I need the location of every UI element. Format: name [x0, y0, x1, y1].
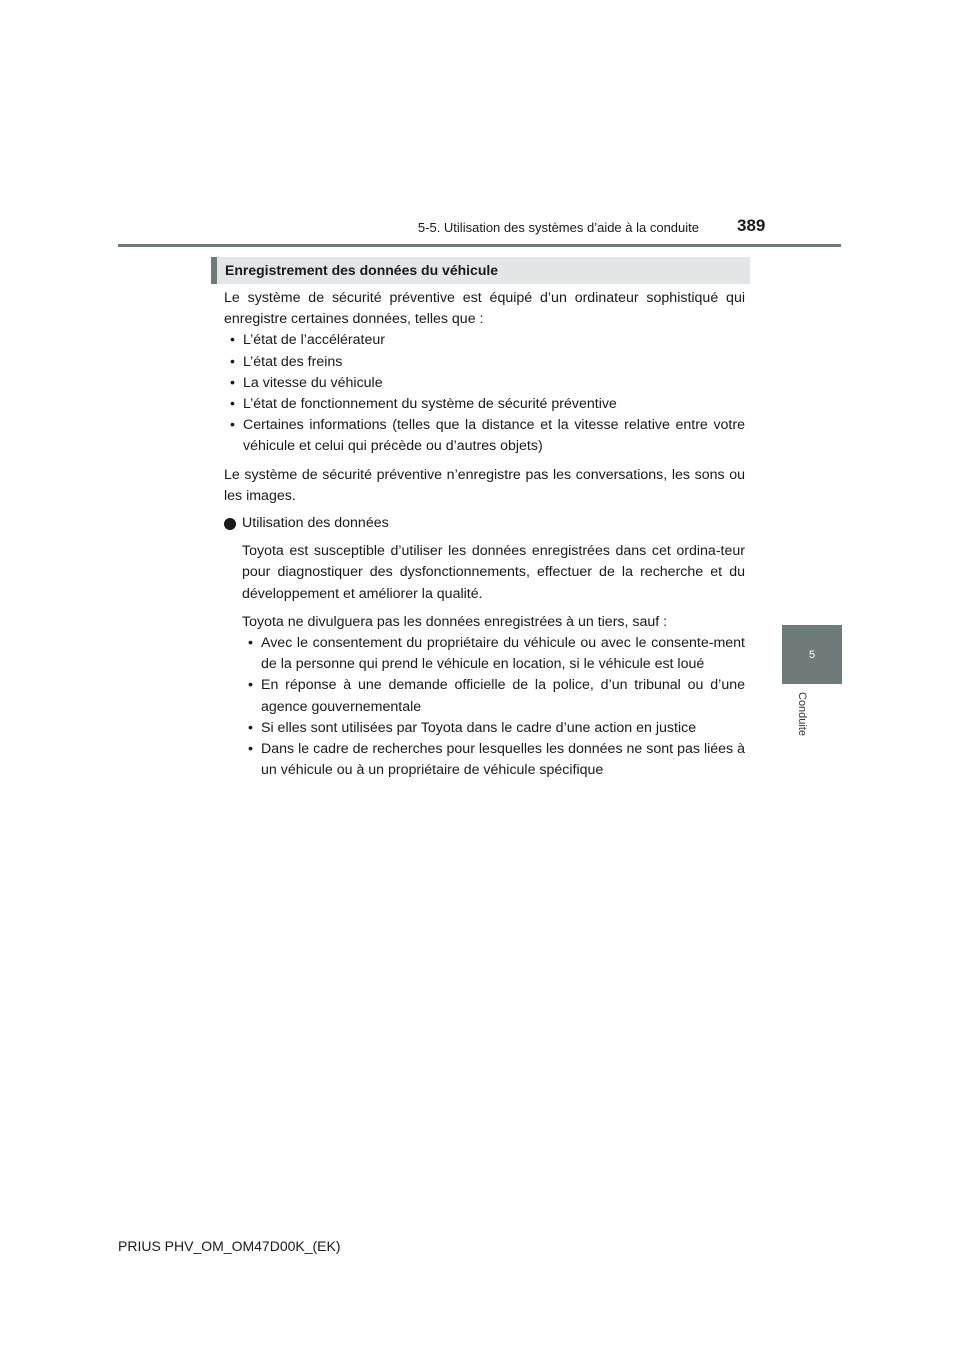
chapter-number: 5: [808, 648, 816, 661]
list-item: • L’état des freins: [226, 352, 745, 373]
circle-bullet-icon: [224, 518, 236, 530]
usage-section: [242, 541, 745, 781]
section-title: Enregistrement des données du véhicule: [211, 257, 750, 284]
list-item: • Avec le consentement du propriétaire du véhicule ou avec le consente-ment de la personne qui prend le véhicule en location, si le véhicule est loué: [244, 633, 745, 675]
usage-paragraph: Toyota est susceptible d’utiliser les données enregistrées dans cet ordina-teur pour diagnostiquer des dysfonctionnements, effectuer de la recherche et du développement et améliorer la qualité.: [242, 543, 745, 602]
document-code: PRIUS PHV_OM_OM47D00K_(EK): [118, 1238, 341, 1254]
exceptions-list: [242, 633, 745, 781]
usage-heading-text: Utilisation des données: [242, 515, 389, 532]
list-item: • La vitesse du véhicule: [226, 373, 745, 394]
list-item: • L’état de l’accélérateur: [226, 330, 745, 351]
recorded-items-list: [224, 330, 745, 457]
list-item: • L’état de fonctionnement du système de sécurité préventive: [226, 394, 745, 415]
header-divider: [118, 244, 841, 247]
list-item: • Dans le cadre de recherches pour lesquelles les données ne sont pas liées à un véhicule ou à un propriétaire de véhicule spécifique: [244, 739, 745, 781]
chapter-label: Conduite: [796, 692, 808, 737]
list-item: • Si elles sont utilisées par Toyota dans le cadre d’une action en justice: [244, 718, 745, 739]
chapter-tab: [782, 625, 842, 684]
intro-paragraph: Le système de sécurité préventive est équipé d’un ordinateur sophistiqué qui enregistre certaines données, telles que :: [224, 290, 745, 328]
not-recorded-paragraph: Le système de sécurité préventive n’enregistre pas les conversations, les sons ou les images.: [224, 466, 745, 504]
usage-heading: [224, 513, 745, 534]
disclosure-paragraph: Toyota ne divulguera pas les données enregistrées à un tiers, sauf :: [242, 613, 668, 630]
page-body: [224, 288, 745, 781]
running-header: 5-5. Utilisation des systèmes d’aide à la conduite: [417, 220, 699, 235]
list-item: • Certaines informations (telles que la distance et la vitesse relative entre votre véhicule et celui qui précède ou d’autres objets): [226, 415, 745, 457]
page-number: 389: [737, 216, 766, 235]
list-item: • En réponse à une demande officielle de la police, d’un tribunal ou d’une agence gouvernementale: [244, 675, 745, 717]
